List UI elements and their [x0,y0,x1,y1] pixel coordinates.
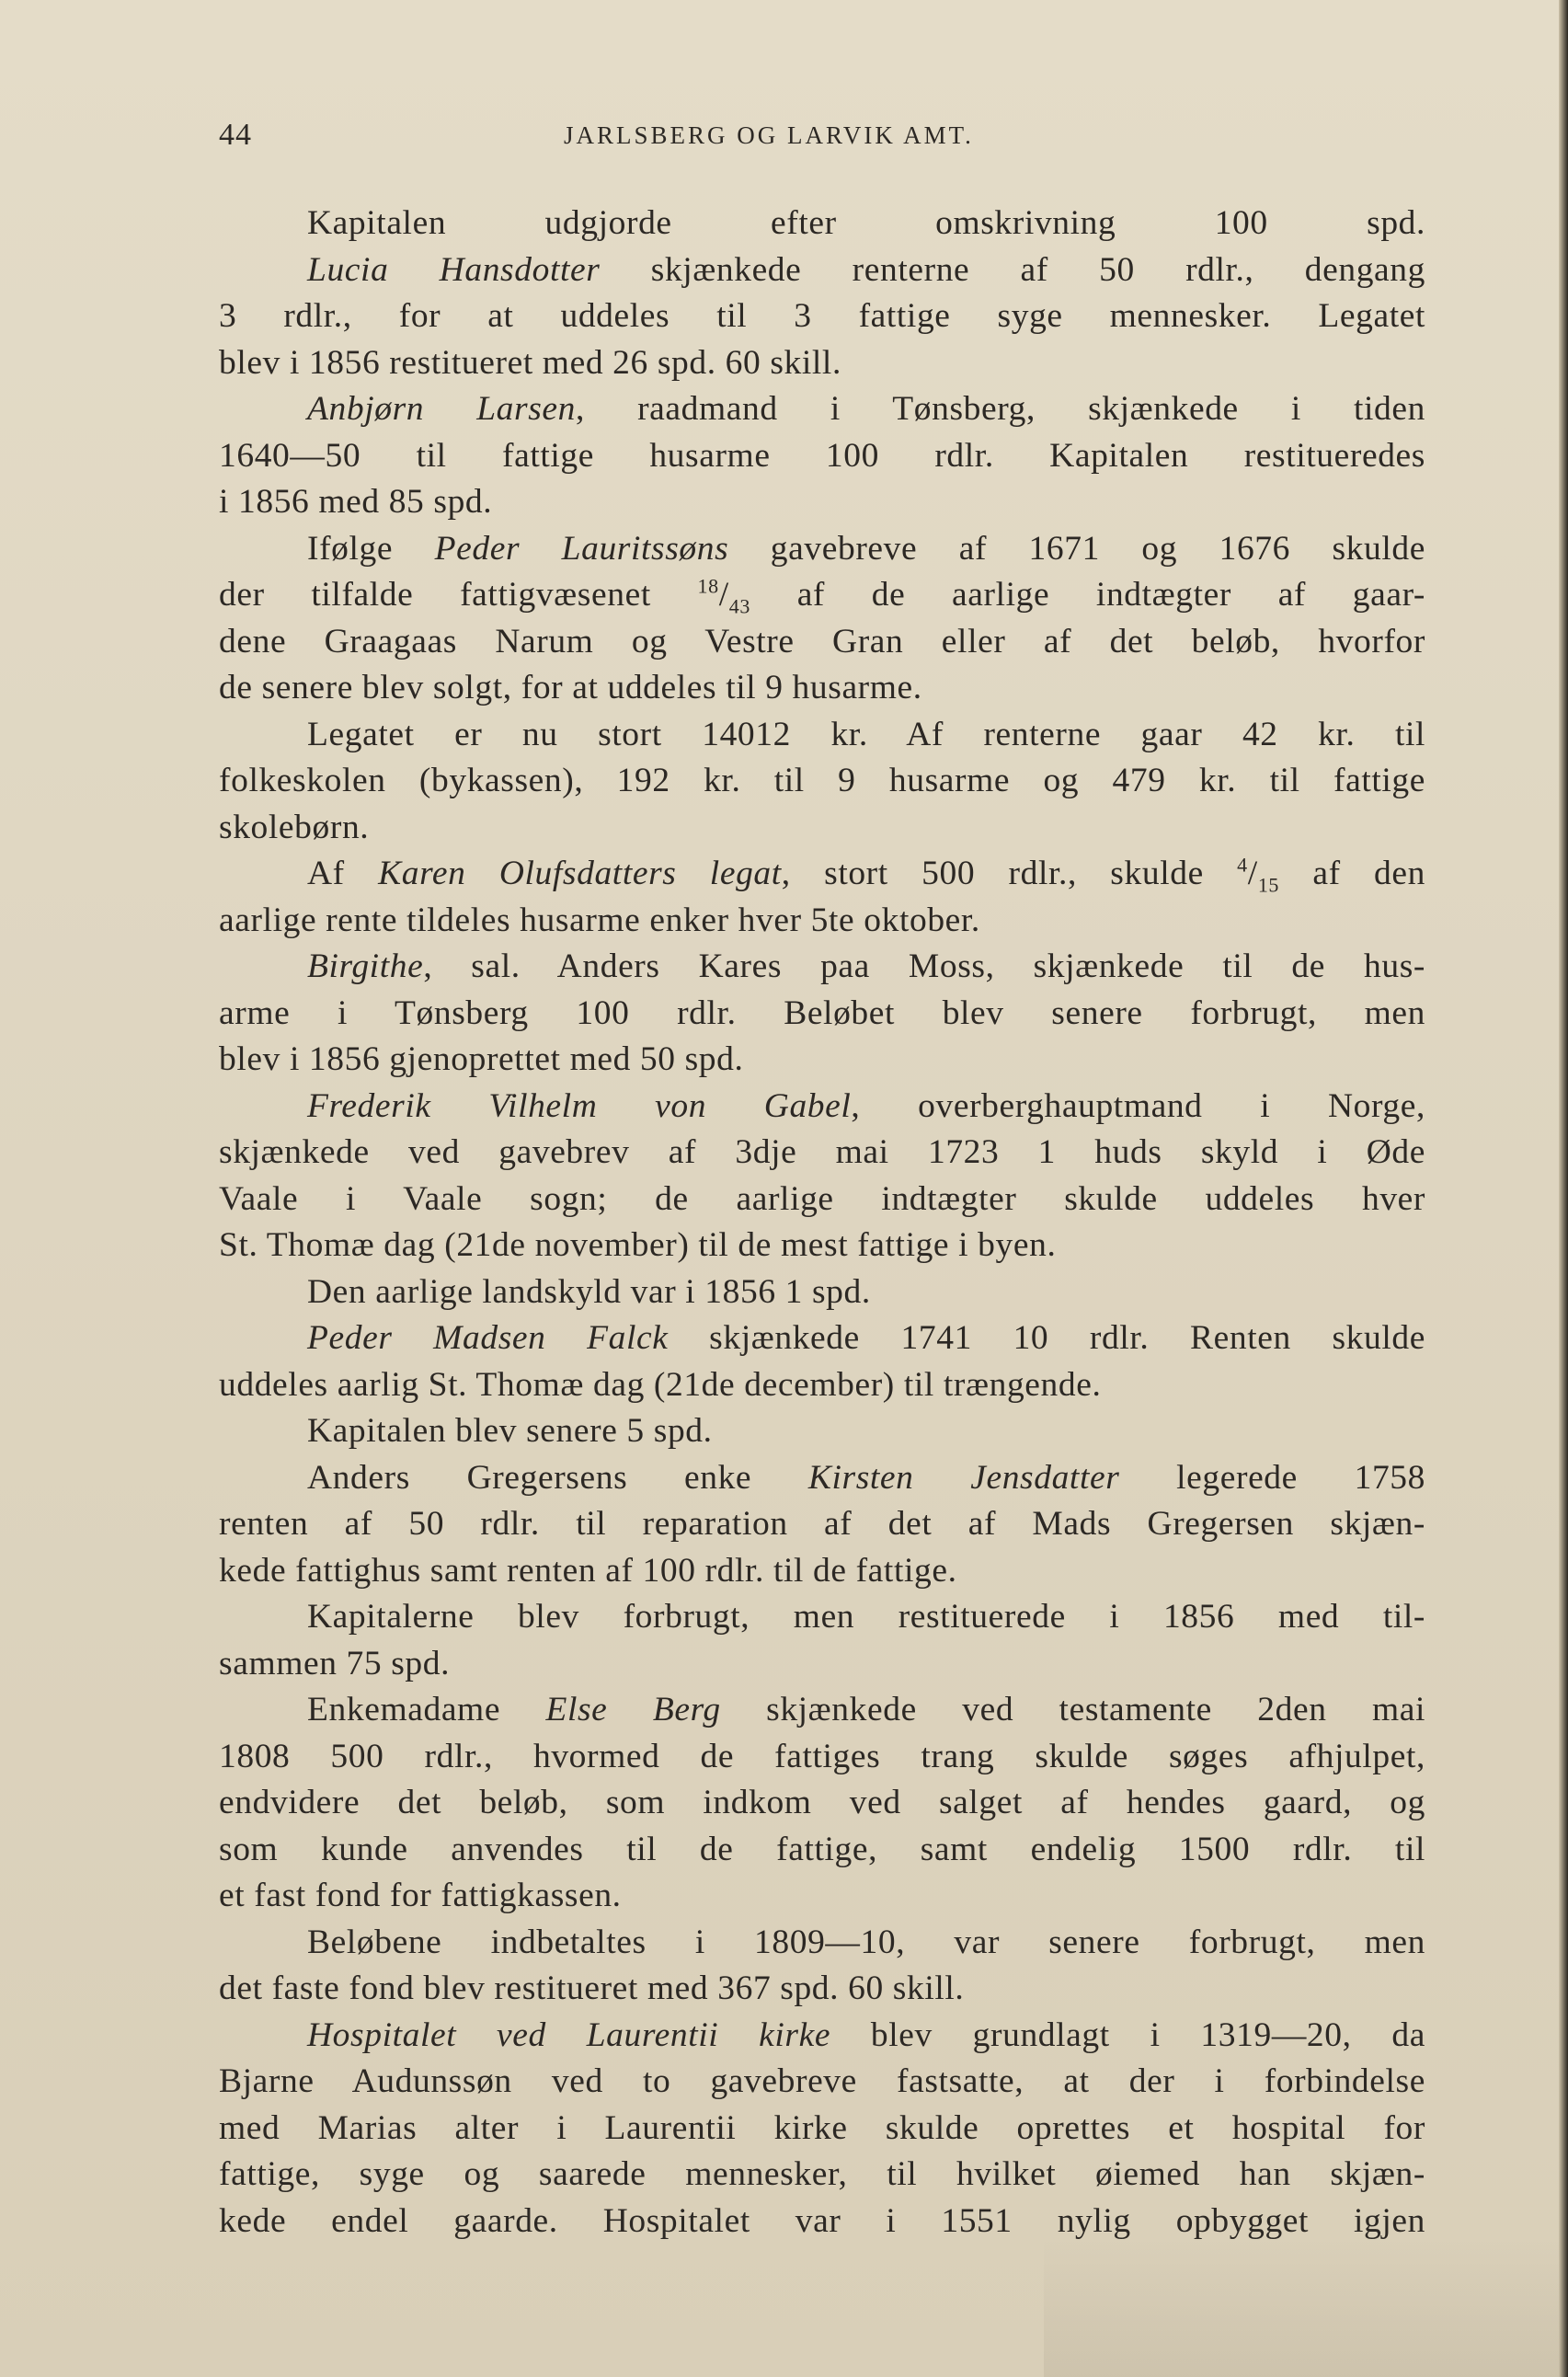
text-line: Birgithe, sal. Anders Kares paa Moss, skjænkede til de hus- [307,947,1425,985]
text-line: endvidere det beløb, som indkom ved salget af hendes gaard, og [219,1784,1425,1821]
running-head: JARLSBERG OG LARVIK AMT. [564,121,974,149]
text-line: som kunde anvendes til de fattige, samt endelig 1500 rdlr. til [219,1830,1425,1868]
text-line: Af Karen Olufsdatters legat, stort 500 rdlr., skulde $^4/_{15}$ af den [307,853,1425,897]
text-line: St. Thomæ dag (21de november) til de mest fattige i byen. [219,1226,1057,1264]
text-line: Kapitalerne blev forbrugt, men restituerede i 1856 med til- [307,1598,1425,1636]
page-number: 44 [219,118,252,152]
text-line: Hospitalet ved Laurentii kirke blev grundlagt i 1319—20, da [307,2015,1426,2054]
text-line: Kapitalen udgjorde efter omskrivning 100 spd. [307,204,1425,242]
text-line: arme i Tønsberg 100 rdlr. Beløbet blev senere forbrugt, men [219,993,1425,1032]
text-line: uddeles aarlig St. Thomæ dag (21de december) til trængende. [219,1365,1102,1404]
fraction: $^4/_{15}$ [1237,853,1280,897]
text-line: i 1856 med 85 spd. [219,483,493,521]
text-line: 3 rdlr., for at uddeles til 3 fattige syge mennesker. Legatet [219,297,1425,335]
text-line: 1640—50 til fattige husarme 100 rdlr. Kapitalen restitueredes [219,436,1425,475]
text-line: skjænkede ved gavebrev af 3dje mai 1723 1 huds skyld i Øde [219,1133,1425,1171]
body-text [219,201,1425,2245]
text-line: Anders Gregersens enke Kirsten Jensdatter legerede 1758 [307,1458,1425,1497]
text-line: 1808 500 rdlr., hvormed de fattiges trang skulde søges afhjulpet, [219,1737,1425,1775]
text-line: sammen 75 spd. [219,1644,451,1682]
text-line: Anbjørn Larsen, raadmand i Tønsberg, skjænkede i tiden [307,390,1426,428]
text-line: dene Graagaas Narum og Vestre Gran eller af det beløb, hvorfor [219,622,1425,660]
text-line: Den aarlige landskyld var i 1856 1 spd. [307,1272,871,1311]
text-line: Frederik Vilhelm von Gabel, overberghauptmand i Norge, [307,1086,1426,1125]
text-line: skolebørn. [219,808,370,846]
text-line: Vaale i Vaale sogn; de aarlige indtægter skulde uddeles hver [219,1179,1425,1218]
text-line: Enkemadame Else Berg skjænkede ved testamente 2den mai [307,1691,1426,1728]
text-line: Ifølge Peder Lauritssøns gavebreve af 1671 og 1676 skulde [307,529,1425,568]
text-line: kede endel gaarde. Hospitalet var i 1551 nylig opbygget igjen [219,2201,1425,2240]
text-line: aarlige rente tildeles husarme enker hver 5te oktober. [219,901,980,939]
text-line: blev i 1856 restitueret med 26 spd. 60 skill. [219,343,841,382]
text-line: Lucia Hansdotter skjænkede renterne af 50 rdlr., dengang [307,250,1425,289]
fraction: $^{18}/_{43}$ [697,574,750,618]
text-line: der tilfalde fattigvæsenet $^{18}/_{43}$ af de aarlige indtægter af gaar- [219,574,1425,618]
text-line: folkeskolen (bykassen), 192 kr. til 9 husarme og 479 kr. til fattige [219,762,1425,799]
text-line: de senere blev solgt, for at uddeles til 9 husarme. [219,669,922,706]
text-line: det faste fond blev restitueret med 367 spd. 60 skill. [219,1969,965,2007]
text-line: et fast fond for fattigkassen. [219,1877,622,1914]
text-line: renten af 50 rdlr. til reparation af det af Mads Gregersen skjæn- [219,1505,1425,1543]
text-line: Bjarne Audunssøn ved to gavebreve fastsatte, at der i forbindelse [219,2062,1425,2100]
text-line: fattige, syge og saarede mennesker, til hvilket øiemed han skjæn- [219,2155,1425,2193]
text-line: Peder Madsen Falck skjænkede 1741 10 rdlr. Renten skulde [307,1319,1425,1357]
text-line: med Marias alter i Laurentii kirke skulde oprettes et hospital for [219,2108,1425,2147]
text-line: kede fattighus samt renten af 100 rdlr. til de fattige. [219,1551,957,1590]
page-edge [1559,0,1568,2377]
text-line: Beløbene indbetaltes i 1809—10, var senere forbrugt, men [307,1923,1425,1961]
text-line: Kapitalen blev senere 5 spd. [307,1412,713,1450]
text-line: blev i 1856 gjenoprettet med 50 spd. [219,1040,744,1078]
page-shadow [1044,2239,1559,2377]
text-line: Legatet er nu stort 14012 kr. Af renterne gaar 42 kr. til [307,715,1425,753]
page-header [219,118,1065,173]
